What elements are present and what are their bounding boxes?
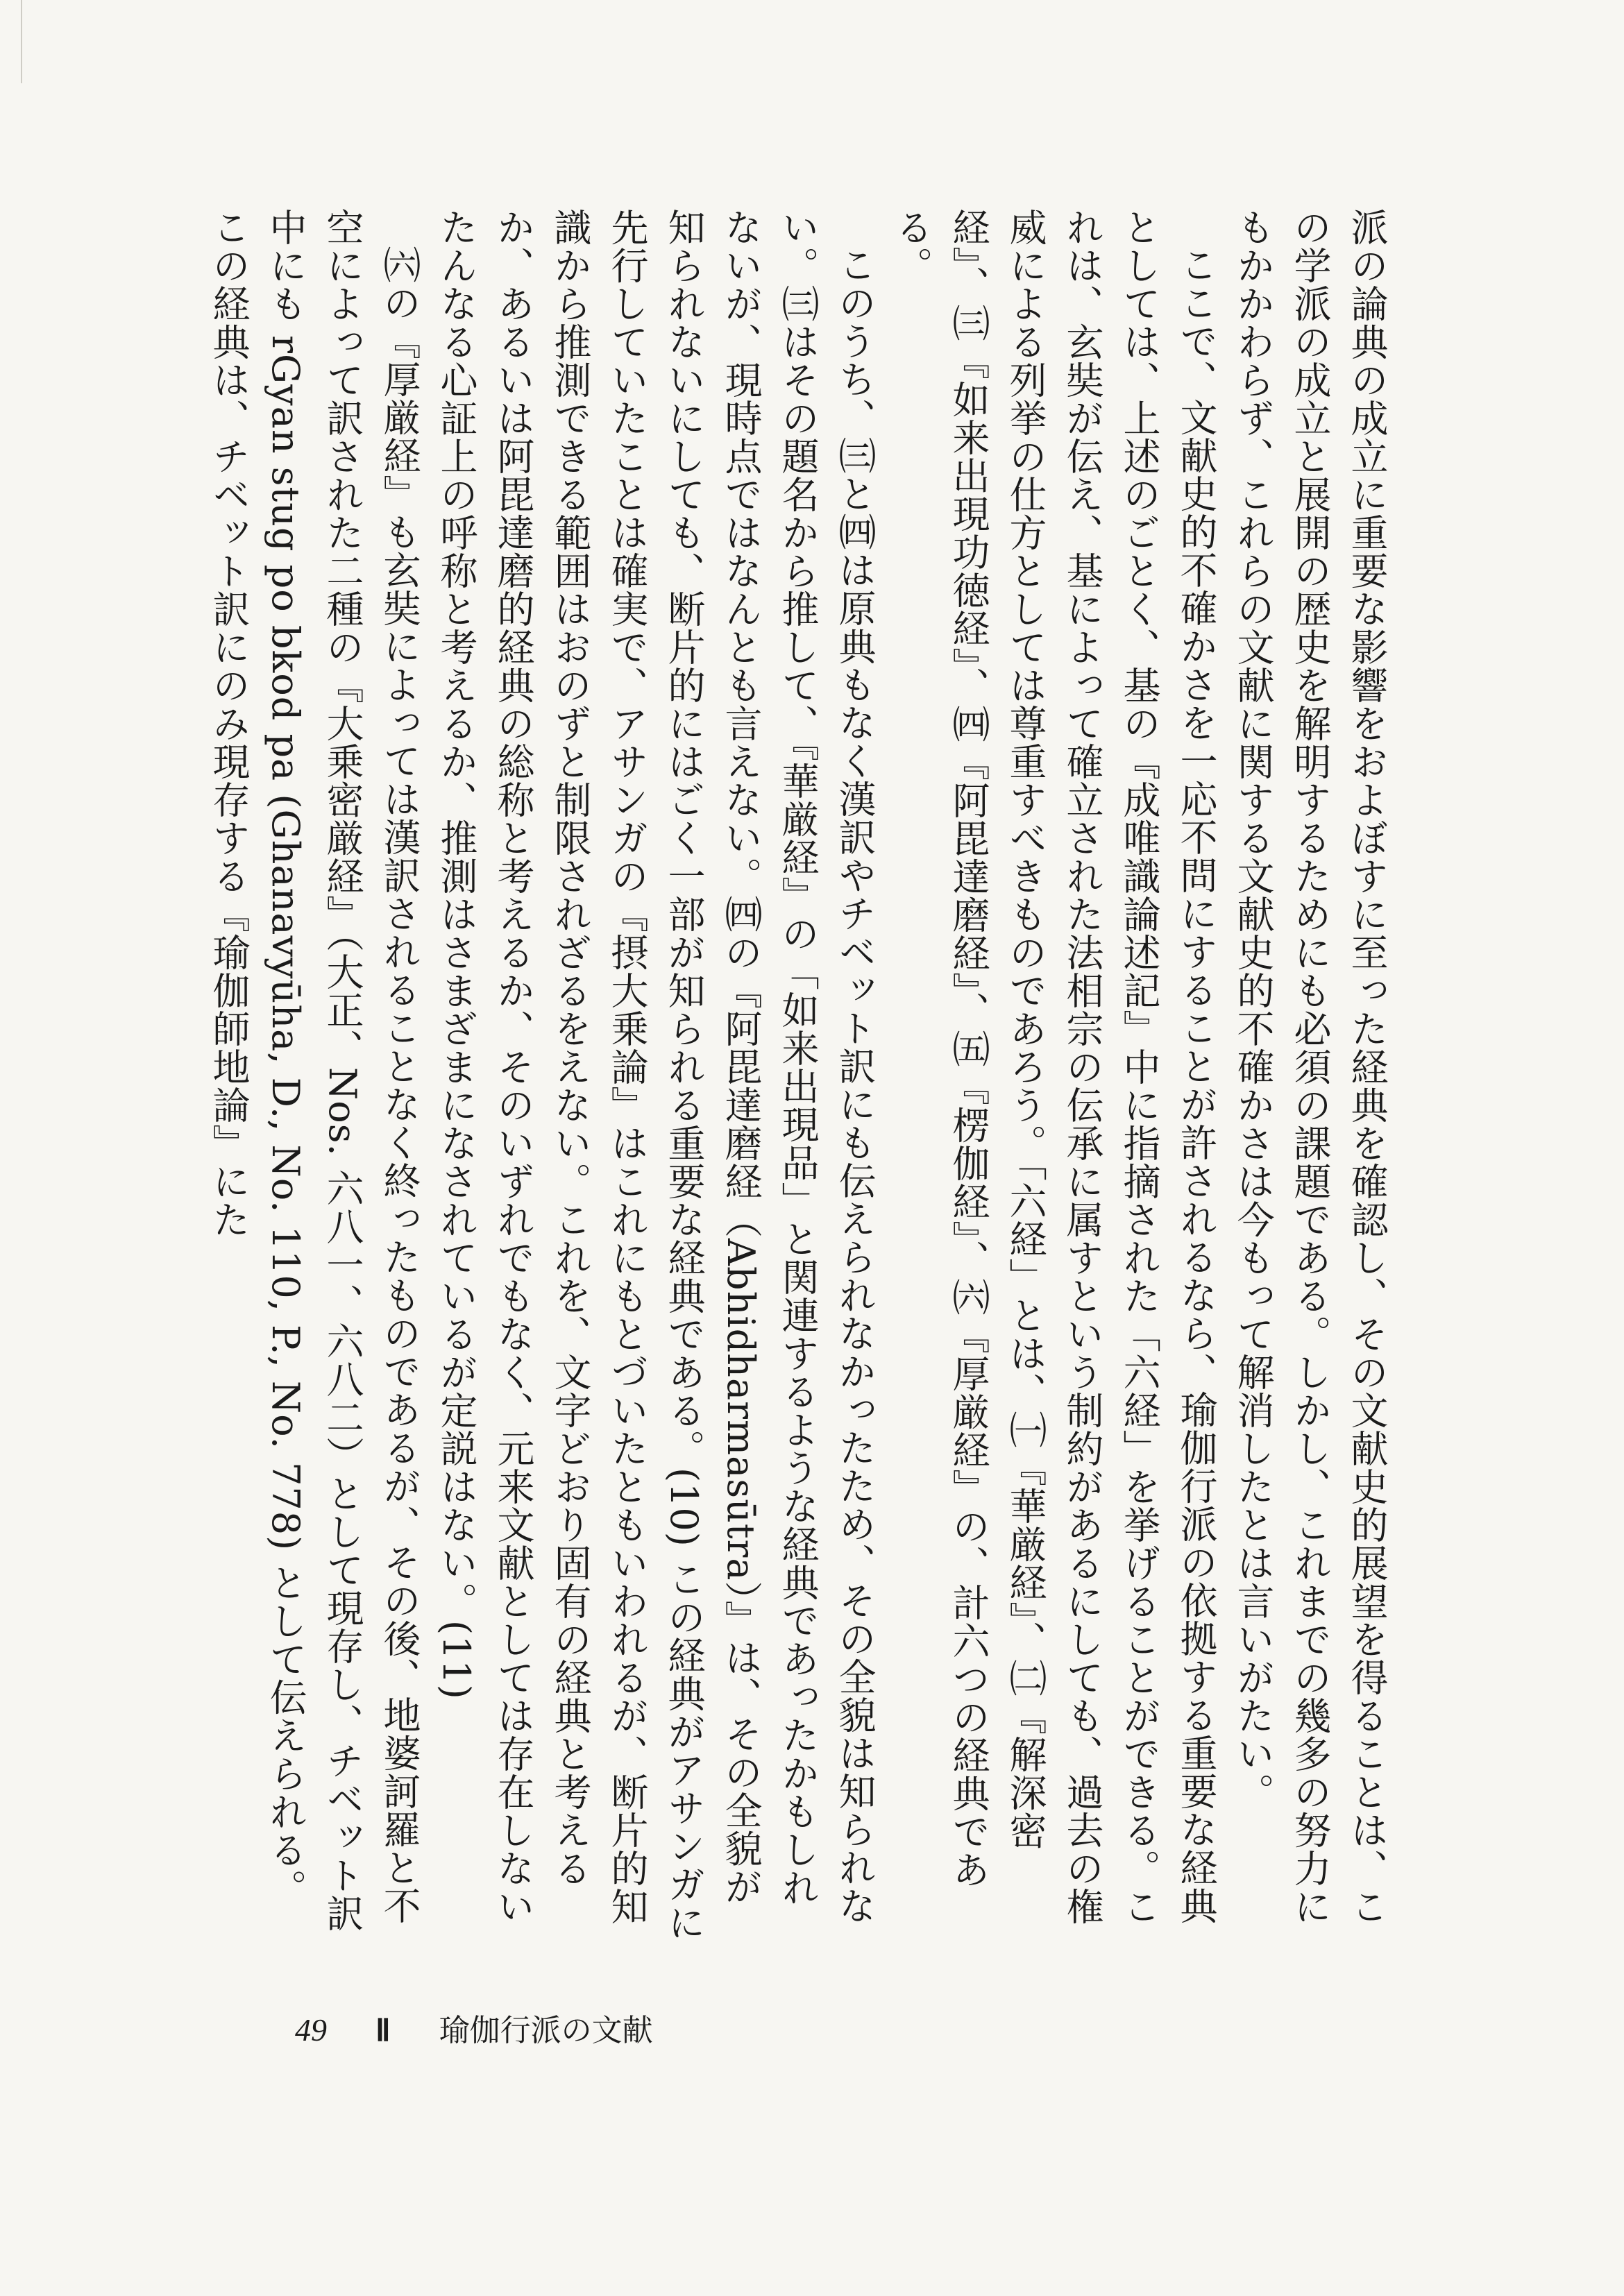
page-number: 49	[295, 2012, 327, 2048]
running-footer	[295, 2005, 653, 2050]
chapter-title: 瑜伽行派の文献	[439, 2013, 653, 2048]
page-edge-line	[21, 0, 22, 83]
paragraph-1: 派の論典の成立に重要な影響をおよぼすに至った経典を確認し、その文献史的展望を得ることは、この学派の成立と展開の歴史を解明するためにも必須の課題である。しかし、これまでの幾多の努力にもかかわらず、これらの文献に関する文献史的不確かさは今もって解消したとは言いがたい。	[1231, 208, 1389, 1925]
part-numeral: Ⅱ	[375, 2014, 391, 2048]
paragraph-2: ここで、文献史的不確かさを一応不問にすることが許されるなら、瑜伽行派の依拠する重要な経典としては、上述のごとく、基の『成唯識論述記』中に指摘された「六経」を挙げることができる。これは、玄奘が伝え、基によって確立された法相宗の伝承に属すという制約があるにしても、過去の権威による列挙の仕方としては尊重すべきものであろう。「六経」とは、㈠『華厳経』、㈡『解深密経』、㈢『如来出現功徳経』、㈣『阿毘達磨経』、㈤『楞伽経』、㈥『厚厳経』の、計六つの経典である。	[890, 208, 1218, 1925]
paragraph-4: ㈥の『厚厳経』も玄奘によっては漢訳されることなく終ったものであるが、その後、地婆訶羅と不空によって訳された二種の『大乗密厳経』（大正、Nos. 六八一、六八二）として現存し、チベット訳中にも rGyan stug po bkod pa (Ghanavyūha, D., No. 110, P., No. 778) として伝えられる。この経典は、チベット訳にのみ現存する『瑜伽師地論』にた	[207, 208, 421, 1932]
paragraph-3: このうち、㈢と㈣は原典もなく漢訳やチベット訳にも伝えられなかったため、その全貌は知られない。㈢はその題名から推して、『華厳経』の「如来出現品」と関連するような経典であったかもしれないが、現時点ではなんとも言えない。㈣の『阿毘達磨経（Abhidharmasūtra）』は、その全貌が知られないにしても、断片的にはごく一部が知られる重要な経典である。(10) この経典がアサンガに先行していたことは確実で、アサンガの『摂大乗論』はこれにもとづいたともいわれるが、断片的知識から推測できる範囲はおのずと制限されざるをえない。これを、文字どおり固有の経典と考えるか、あるいは阿毘達磨的経典の総称と考えるか、そのいずれでもなく、元来文献としては存在しないたんなる心証上の呼称と考えるか、推測はさまざまになされているが定説はない。(11)	[434, 208, 877, 1942]
vertical-body-text	[207, 208, 1395, 1943]
